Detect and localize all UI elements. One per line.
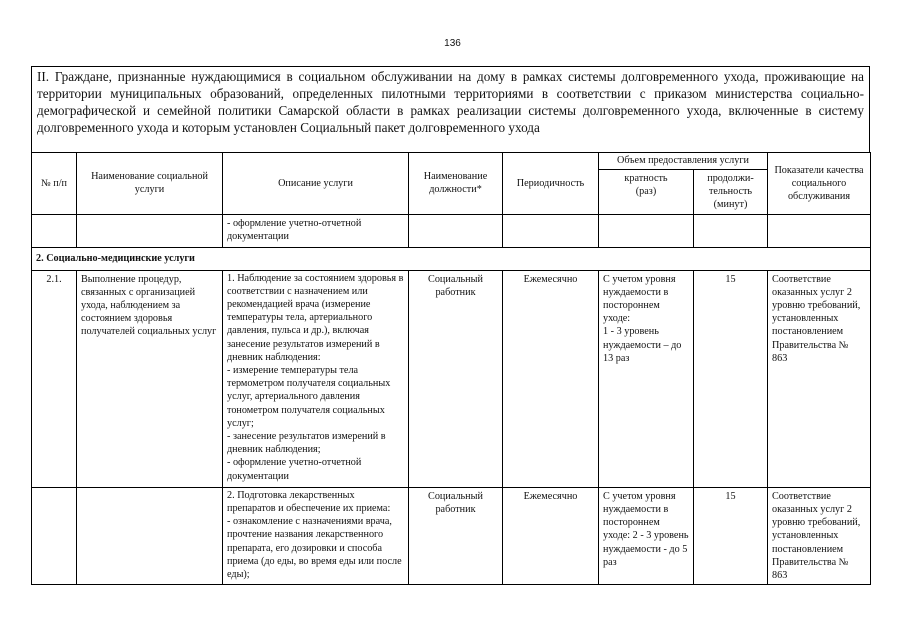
row-quality: Соответствие оказанных услуг 2 уровню требований, установленных постановлением Правительства № 863 [768,487,871,584]
row-periodicity: Ежемесячно [503,487,599,584]
section-title: 2. Социально-медицинские услуги [32,247,871,270]
document-body [31,66,870,585]
page-number: 136 [444,38,461,49]
row-num [32,487,77,584]
header-description: Описание услуги [223,153,409,215]
row-multiplicity: С учетом уровня нуждаемости в постороннем уходе: 2 - 3 уровень нуждаемости - до 5 раз [599,487,694,584]
row-position: Социальный работник [409,270,503,487]
row-description: 1. Наблюдение за состоянием здоровья в соответствии с назначением или рекомендацией врача (измерение температуры тела, артериального давления, пульса и др.), включая занесение результатов измерений в дневник наблюдения: - измерение температуры тела термометром получателя социальных услуг, артериального давления тонометром получателя социальных услуг; - занесение результатов измерений в дневник наблюдения; - оформление учетно-отчетной документации [223,270,409,487]
row-num: 2.1. [32,270,77,487]
services-table [31,152,871,585]
header-periodicity: Периодичность [503,153,599,215]
row-quality: Соответствие оказанных услуг 2 уровню требований, установленных постановлением Правительства № 863 [768,270,871,487]
carryover-description: - оформление учетно-отчетной документации [223,214,409,247]
row-multiplicity: С учетом уровня нуждаемости в постороннем уходе: 1 - 3 уровень нуждаемости – до 13 раз [599,270,694,487]
header-duration: продолжи- тельность (минут) [694,170,768,215]
header-volume-group: Объем предоставления услуги [599,153,768,170]
row-duration: 15 [694,270,768,487]
header-position: Наименование должности* [409,153,503,215]
header-service-name: Наименование социальной услуги [77,153,223,215]
header-multiplicity: кратность (раз) [599,170,694,215]
table-row [32,487,871,584]
table-row-carryover [32,214,871,247]
table-header-row [32,153,871,170]
row-service-name: Выполнение процедур, связанных с организацией ухода, наблюдением за состоянием здоровья получателей социальных услуг [77,270,223,487]
table-row [32,270,871,487]
row-position: Социальный работник [409,487,503,584]
row-periodicity: Ежемесячно [503,270,599,487]
header-num: № п/п [32,153,77,215]
section-heading: II. Граждане, признанные нуждающимися в социальном обслуживании на дому в рамках системы долговременного ухода, проживающие на территории муниципальных образований, определенных пилотными территориями в соответствии с приказом министерства социально-демографической и семейной политики Самарской области в рамках реализации системы долговременного ухода, включенные в систему долговременного ухода и которым установлен Социальный пакет долговременного ухода [31,66,870,152]
row-description: 2. Подготовка лекарственных препаратов и обеспечение их приема: - ознакомление с назначениями врача, прочтение названия лекарственного препарата, его дозировки и способа приема (до еды, во время еды или после еды); [223,487,409,584]
header-quality: Показатели качества социального обслуживания [768,153,871,215]
row-duration: 15 [694,487,768,584]
section-row [32,247,871,270]
row-service-name [77,487,223,584]
